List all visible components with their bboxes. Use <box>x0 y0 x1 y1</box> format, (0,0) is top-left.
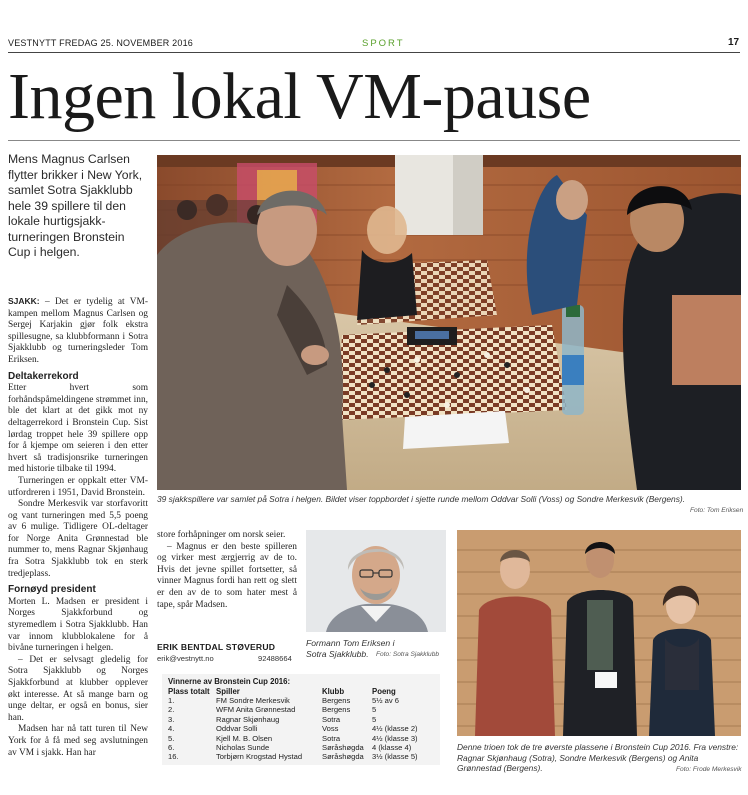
paragraph: store forhåpninger om norsk seier. <box>157 530 286 540</box>
headline-rule <box>8 140 740 141</box>
cell-place: 5. <box>168 733 175 743</box>
main-photo-credit: Foto: Tom Eriksen <box>690 507 744 514</box>
cell-points: 5½ av 6 <box>372 696 400 705</box>
cell-place: 3. <box>168 714 175 724</box>
table-row <box>168 705 434 714</box>
cell-place: 2. <box>168 705 175 715</box>
table-row <box>168 752 434 761</box>
headline: Ingen lokal VM-pause <box>8 60 591 133</box>
cell-points: 4 (klasse 4) <box>372 743 412 753</box>
paragraph: – Magnus er den beste spilleren og virker mest ærgjerrig av de to. Hvis det jevne spillet fortsetter, så vinner Magnus fordi han rett og slett er den av de to som hater mest å tape, spår Madsen. <box>157 541 297 610</box>
trio-photo <box>457 530 741 736</box>
main-photo-caption: 39 sjakkspillere var samlet på Sotra i helgen. Bildet viser toppbordet i sjette runde mellom Oddvar Solli (Voss) og Sondre Merkesvik (Bergens). <box>157 494 686 504</box>
col-header-spiller: Spiller <box>216 687 240 696</box>
paragraph: Madsen har nå tatt turen til New York for å få med seg avslutningen av VM i sjakk. Han har <box>8 724 148 758</box>
trio-image <box>457 530 741 736</box>
cell-player: WFM Anita Grønnestad <box>216 705 296 715</box>
col-header-plass: Plass totalt <box>168 687 210 696</box>
chess-tournament-image <box>157 155 741 490</box>
article-column-1 <box>8 296 148 759</box>
results-table <box>168 687 434 762</box>
results-title: Vinnerne av Bronstein Cup 2016: <box>168 677 291 686</box>
cell-player: Ragnar Skjønhaug <box>216 714 280 724</box>
page-number: 17 <box>728 37 740 48</box>
main-photo <box>157 155 741 490</box>
cell-club: Sotra <box>322 733 341 743</box>
cell-points: 5 <box>372 714 377 724</box>
byline-phone: 92488664 <box>258 654 292 663</box>
paragraph: Etter hvert som forhåndspåmeldingene strømmet inn, ble det klart at det gikk mot ny deltagerrekord i Bronstein Cup. Sist lørdag troppet hele 39 spillere opp for å kjempe om seieren i den etter hvert så tradisjonsrike turneringen med historie tilbake til 1994. <box>8 383 148 475</box>
cell-place: 1. <box>168 696 175 705</box>
table-row <box>168 696 434 705</box>
cell-points: 5 <box>372 705 377 715</box>
cell-player: FM Sondre Merkesvik <box>216 696 290 705</box>
cell-club: Bergens <box>322 705 351 715</box>
table-row <box>168 715 434 724</box>
cell-place: 16. <box>168 752 179 762</box>
trio-caption: Denne trioen tok de tre øverste plassene i Bronstein Cup 2016. Fra venstre: Ragnar Skjønhaug (Sotra), Sondre Merkesvik (Bergens) og Anita Grønnestad (Bergens). <box>457 742 739 773</box>
byline-name: ERIK BENTDAL STØVERUD <box>157 642 276 652</box>
cell-player: Nicholas Sunde <box>216 743 270 753</box>
cell-club: Søråshøgda <box>322 743 364 753</box>
col-header-poeng: Poeng <box>372 687 396 696</box>
section-label: SPORT <box>362 38 405 49</box>
newspaper-dateline: VESTNYTT FREDAG 25. NOVEMBER 2016 <box>8 38 193 48</box>
cell-points: 3½ (klasse 5) <box>372 752 418 762</box>
cell-player: Oddvar Solli <box>216 724 258 734</box>
cell-points: 4½ (klasse 2) <box>372 724 418 734</box>
paragraph: – Det er selvsagt gledelig for Sotra Sjakklubb og Norges Sjakkforbund at klubber opplever økt interesse. At så mange barn og unge deltar, er også en bonus, sier han. <box>8 654 148 723</box>
cell-place: 4. <box>168 724 175 734</box>
portrait-image <box>306 530 446 632</box>
cell-club: Bergens <box>322 696 351 705</box>
paragraph: Turneringen er oppkalt etter VM-utfordreren i 1951, David Bronstein. <box>8 475 148 498</box>
cell-points: 4½ (klasse 3) <box>372 733 418 743</box>
paragraph: Morten L. Madsen er president i Norges Sjakkforbund og styremedlem i Sotra Sjakklubb. Han var innom klubblokalene for å bivåne turneringen i helgen. <box>8 596 148 654</box>
col-header-klubb: Klubb <box>322 687 345 696</box>
cell-place: 6. <box>168 743 175 753</box>
subhead-fornoyd-president: Fornøyd president <box>8 584 96 596</box>
cell-club: Søråshøgda <box>322 752 364 762</box>
header-rule <box>8 52 740 53</box>
cell-player: Kjell M. B. Olsen <box>216 733 273 743</box>
lede: Mens Magnus Carlsen flytter brikker i New York, samlet Sotra Sjakklubb hele 39 spillere til den lokale hurtigsjakk-turneringen Bronstein Cup i helgen. <box>8 152 143 259</box>
table-row <box>168 724 434 733</box>
results-box <box>162 674 440 765</box>
intro-text: – Det er tydelig at VM-kampen mellom Magnus Carlsen og Sergej Karjakin gjør folk ekstra spillesugne, sa klubbformann i Sotra Sjakklubb og turneringsleder Tom Eriksen. <box>8 297 148 365</box>
portrait-photo <box>306 530 446 632</box>
portrait-caption: Formann Tom Eriksen i Sotra Sjakklubb. <box>306 638 395 659</box>
cell-player: Torbjørn Krogstad Hystad <box>216 752 303 762</box>
cell-club: Voss <box>322 724 339 734</box>
subhead-deltakerrekord: Deltakerrekord <box>8 370 79 382</box>
portrait-credit: Foto: Sotra Sjakklubb <box>376 651 440 658</box>
trio-credit: Foto: Frode Merkesvik <box>676 766 742 773</box>
byline-email[interactable]: erik@vestnytt.no <box>157 654 214 663</box>
table-row <box>168 743 434 752</box>
paragraph: Sondre Merkesvik var storfavoritt og vant turneringen med 5,5 poeng av 6 mulige. Tidligere OL-deltager for Norge Anita Grønnestad ble nummer to, mens Ragnar Skjønhaug fra Sotra Sjakklubb tok en sterk tredjeplass. <box>8 499 148 579</box>
table-row <box>168 734 434 743</box>
cell-club: Sotra <box>322 714 341 724</box>
kicker: SJAKK: <box>8 296 40 306</box>
article-column-2 <box>157 530 297 611</box>
